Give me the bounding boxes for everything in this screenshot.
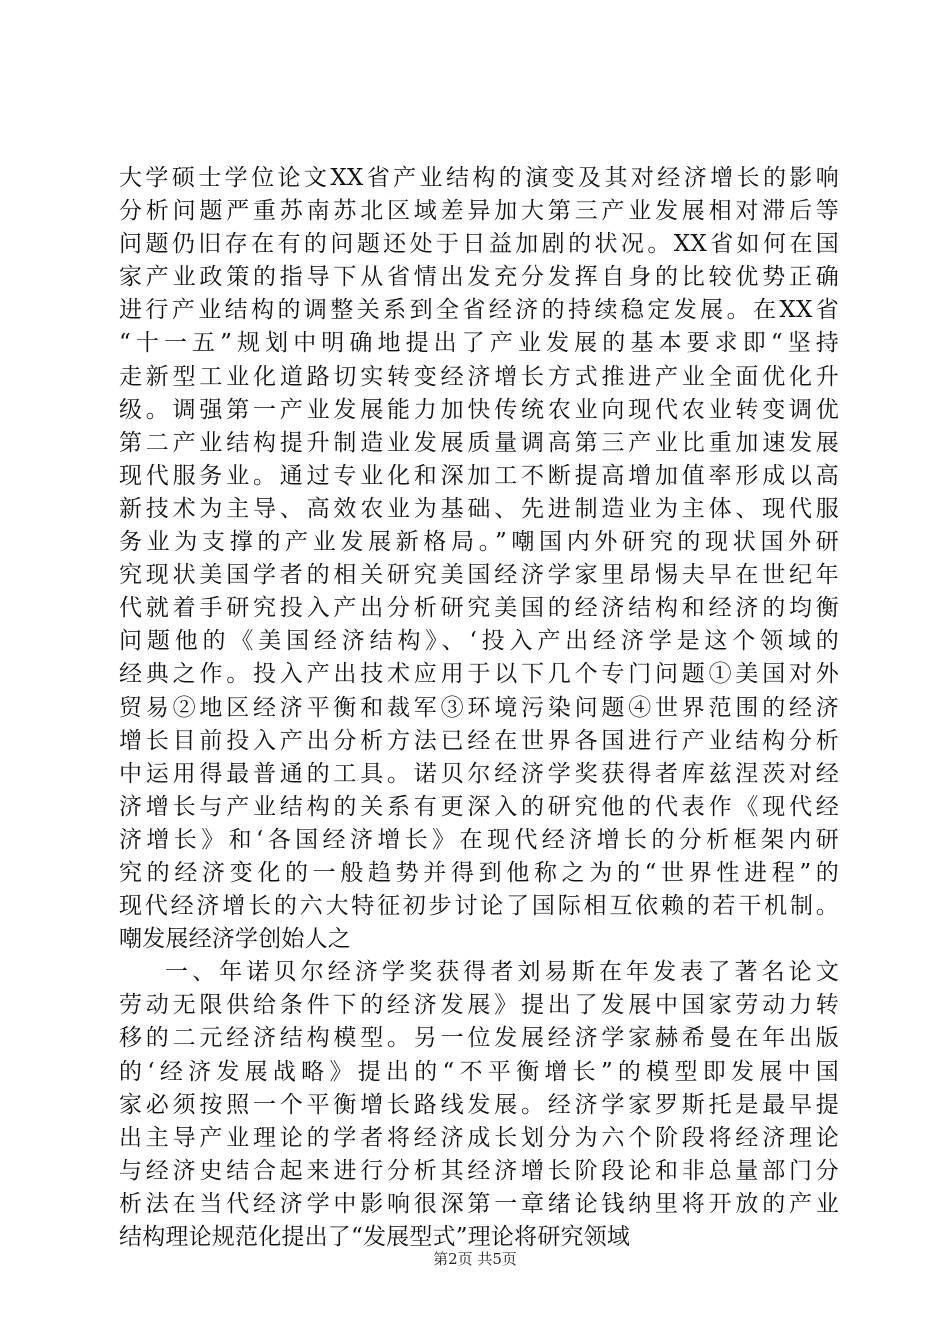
text-line: 的‘经济发展战略》提出的“不平衡增长”的模型即发展中国 [119, 1058, 839, 1085]
text-line: 劳动无限供给条件下的经济发展》提出了发展中国家劳动力转 [119, 992, 839, 1019]
text-line: 走新型工业化道路切实转变经济增长方式推进产业全面优化升 [119, 363, 839, 390]
text-line: 新技术为主导、高效农业为基础、先进制造业为主体、现代服 [119, 495, 839, 522]
text-line: 移的二元经济结构模型。另一位发展经济学家赫希曼在年出版 [119, 1025, 839, 1052]
text-line: 结构理论规范化提出了“发展型式”理论将研究领域 [119, 1224, 631, 1250]
text-line: 家产业政策的指导下从省情出发充分发挥自身的比较优势正确 [119, 264, 839, 291]
text-line: 现代服务业。通过专业化和深加工不断提高增加值率形成以高 [119, 462, 839, 489]
text-line: 问题他的《美国经济结构》、‘投入产出经济学是这个领域的 [119, 628, 839, 655]
text-line: 第二产业结构提升制造业发展质量调高第三产业比重加速发展 [119, 429, 839, 456]
document-body [119, 162, 839, 1254]
text-line: 析法在当代经济学中影响很深第一章绪论钱纳里将开放的产业 [119, 1190, 839, 1217]
text-line: “十一五”规划中明确地提出了产业发展的基本要求即“坚持 [119, 330, 839, 357]
text-line: 究的经济变化的一般趋势并得到他称之为的“世界性进程”的 [119, 859, 839, 886]
text-line: 增长目前投入产出分析方法已经在世界各国进行产业结构分析 [119, 727, 839, 754]
paragraph [119, 162, 839, 956]
text-line: 中运用得最普通的工具。诺贝尔经济学奖获得者库兹涅茨对经 [119, 760, 839, 787]
text-line: 现代经济增长的六大特征初步讨论了国际相互依赖的若干机制。 [119, 893, 839, 920]
page-number-footer: 第2页 共5页 [433, 1250, 517, 1268]
text-line: 进行产业结构的调整关系到全省经济的持续稳定发展。在XX省 [119, 297, 839, 324]
text-line: 一、年诺贝尔经济学奖获得者刘易斯在年发表了著名论文 [165, 959, 839, 986]
text-line: 经典之作。投入产出技术应用于以下几个专门问题①美国对外 [119, 661, 839, 688]
paragraph [119, 956, 839, 1254]
text-line: 济增长》和‘各国经济增长》在现代经济增长的分析框架内研 [119, 826, 839, 853]
text-line: 级。调强第一产业发展能力加快传统农业向现代农业转变调优 [119, 396, 839, 423]
text-line: 究现状美国学者的相关研究美国经济学家里昂惕夫早在世纪年 [119, 562, 839, 589]
text-line: 出主导产业理论的学者将经济成长划分为六个阶段将经济理论 [119, 1124, 839, 1151]
text-line: 大学硕士学位论文XX省产业结构的演变及其对经济增长的影响 [119, 165, 839, 191]
text-line: 贸易②地区经济平衡和裁军③环境污染问题④世界范围的经济 [119, 694, 839, 721]
text-line: 务业为支撑的产业发展新格局。”嘲国内外研究的现状国外研 [119, 529, 839, 556]
text-line: 家必须按照一个平衡增长路线发展。经济学家罗斯托是最早提 [119, 1091, 839, 1118]
text-line: 分析问题严重苏南苏北区域差异加大第三产业发展相对滞后等 [119, 198, 839, 225]
text-line: 与经济史结合起来进行分析其经济增长阶段论和非总量部门分 [119, 1157, 839, 1184]
text-line: 济增长与产业结构的关系有更深入的研究他的代表作《现代经 [119, 793, 839, 820]
text-line: 嘲发展经济学创始人之 [119, 926, 351, 953]
text-line: 问题仍旧存在有的问题还处于日益加剧的状况。XX省如何在国 [119, 231, 839, 258]
text-line: 代就着手研究投入产出分析研究美国的经济结构和经济的均衡 [119, 595, 839, 622]
